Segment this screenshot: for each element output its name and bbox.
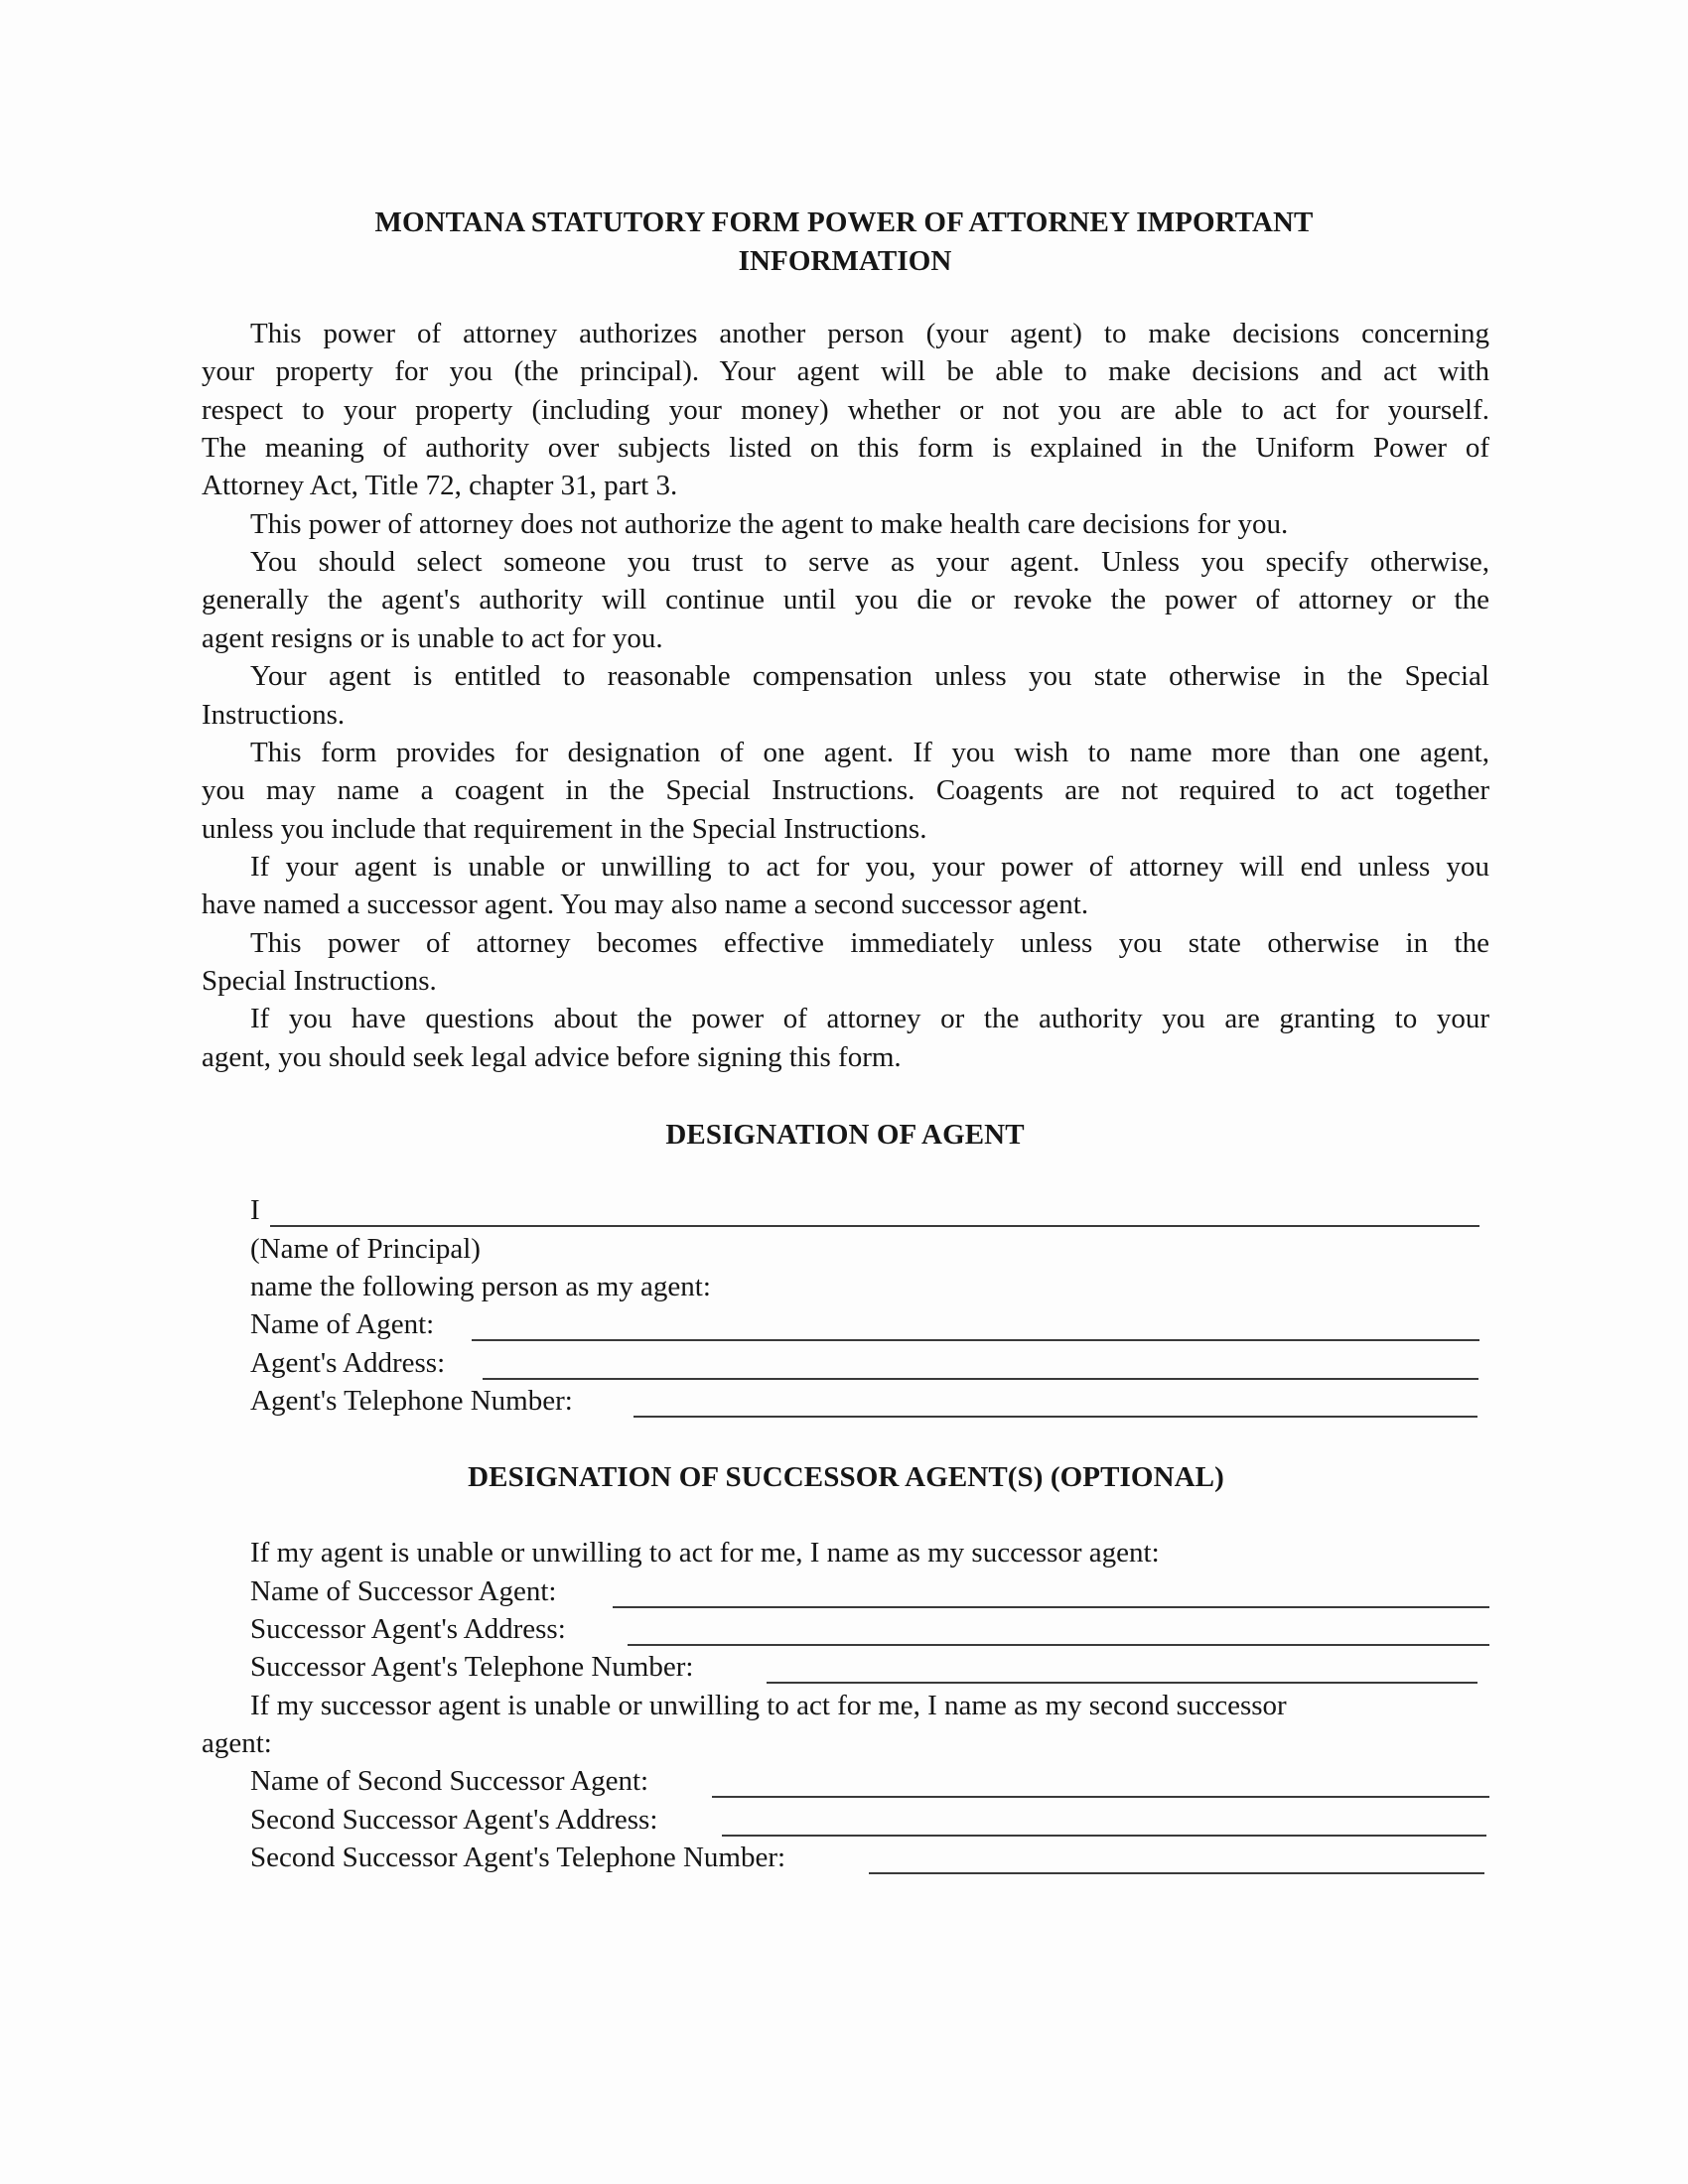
- paragraph-first-line: This power of attorney becomes effective immediately unless you state otherwise in the: [250, 926, 1489, 959]
- paragraph-line: unless you include that requirement in the Special Instructions.: [202, 812, 927, 845]
- agent-intro-text: name the following person as my agent:: [250, 1271, 711, 1302]
- paragraph-first-line: This form provides for designation of one agent. If you wish to name more than one agent,: [250, 736, 1489, 768]
- paragraph-first-line: You should select someone you trust to serve as your agent. Unless you specify otherwise,: [250, 546, 1489, 579]
- successor-name-field[interactable]: [613, 1606, 1489, 1608]
- second-successor-intro-line-2: agent:: [202, 1727, 272, 1759]
- paragraph-line: Attorney Act, Title 72, chapter 31, part 3.: [202, 470, 678, 502]
- paragraph-first-line: If you have questions about the power of attorney or the authority you are granting to your: [250, 1003, 1489, 1035]
- agent-telephone-label: Agent's Telephone Number:: [250, 1385, 573, 1417]
- paragraph-line: The meaning of authority over subjects listed on this form is explained in the Uniform Power of: [202, 432, 1489, 465]
- paragraph-line: have named a successor agent. You may also name a second successor agent.: [202, 888, 1089, 921]
- paragraph-first-line: Your agent is entitled to reasonable compensation unless you state otherwise in the Special: [250, 660, 1489, 693]
- agent-address-field[interactable]: [483, 1378, 1478, 1380]
- paragraph-line: you may name a coagent in the Special Instructions. Coagents are not required to act together: [202, 774, 1489, 807]
- paragraph-line: Instructions.: [202, 698, 346, 731]
- paragraph-first-line: This power of attorney authorizes another person (your agent) to make decisions concerning: [250, 318, 1489, 349]
- document-title-line-1: MONTANA STATUTORY FORM POWER OF ATTORNEY IMPORTANT: [374, 206, 1314, 238]
- agent-address-label: Agent's Address:: [250, 1347, 446, 1379]
- principal-prefix: I: [250, 1194, 260, 1226]
- paragraph-line: agent resigns or is unable to act for you.: [202, 621, 663, 654]
- successor-name-label: Name of Successor Agent:: [250, 1575, 557, 1607]
- successor-intro-text: If my agent is unable or unwilling to act for me, I name as my successor agent:: [250, 1537, 1160, 1569]
- second-successor-name-label: Name of Second Successor Agent:: [250, 1765, 649, 1797]
- paragraph-first-line: This power of attorney does not authorize the agent to make health care decisions for you.: [250, 507, 1289, 540]
- second-successor-telephone-label: Second Successor Agent's Telephone Number:: [250, 1842, 786, 1873]
- successor-address-field[interactable]: [628, 1644, 1489, 1646]
- designation-of-agent-heading: DESIGNATION OF AGENT: [665, 1119, 1025, 1151]
- successor-address-label: Successor Agent's Address:: [250, 1613, 566, 1645]
- paragraph-line: respect to your property (including your money) whether or not you are able to act for yourself.: [202, 393, 1489, 426]
- second-successor-intro-line-1: If my successor agent is unable or unwilling to act for me, I name as my second successor: [250, 1690, 1287, 1721]
- paragraph-line: your property for you (the principal). Your agent will be able to make decisions and act with: [202, 355, 1489, 388]
- second-successor-name-field[interactable]: [712, 1796, 1489, 1798]
- agent-name-label: Name of Agent:: [250, 1308, 435, 1340]
- document-title-line-2: INFORMATION: [738, 245, 952, 277]
- second-successor-address-label: Second Successor Agent's Address:: [250, 1804, 658, 1836]
- designation-of-successor-heading: DESIGNATION OF SUCCESSOR AGENT(S) (OPTIONAL): [468, 1461, 1224, 1493]
- principal-name-field[interactable]: [270, 1225, 1479, 1227]
- principal-caption: (Name of Principal): [250, 1233, 481, 1265]
- second-successor-address-field[interactable]: [722, 1835, 1486, 1837]
- successor-telephone-field[interactable]: [767, 1682, 1477, 1684]
- agent-name-field[interactable]: [472, 1339, 1479, 1341]
- successor-telephone-label: Successor Agent's Telephone Number:: [250, 1651, 694, 1683]
- agent-telephone-field[interactable]: [633, 1416, 1477, 1418]
- paragraph-line: Special Instructions.: [202, 964, 437, 997]
- second-successor-telephone-field[interactable]: [869, 1872, 1484, 1874]
- paragraph-first-line: If your agent is unable or unwilling to act for you, your power of attorney will end unless you: [250, 850, 1489, 883]
- paragraph-line: generally the agent's authority will continue until you die or revoke the power of attorney or the: [202, 584, 1489, 616]
- paragraph-line: agent, you should seek legal advice before signing this form.: [202, 1040, 902, 1073]
